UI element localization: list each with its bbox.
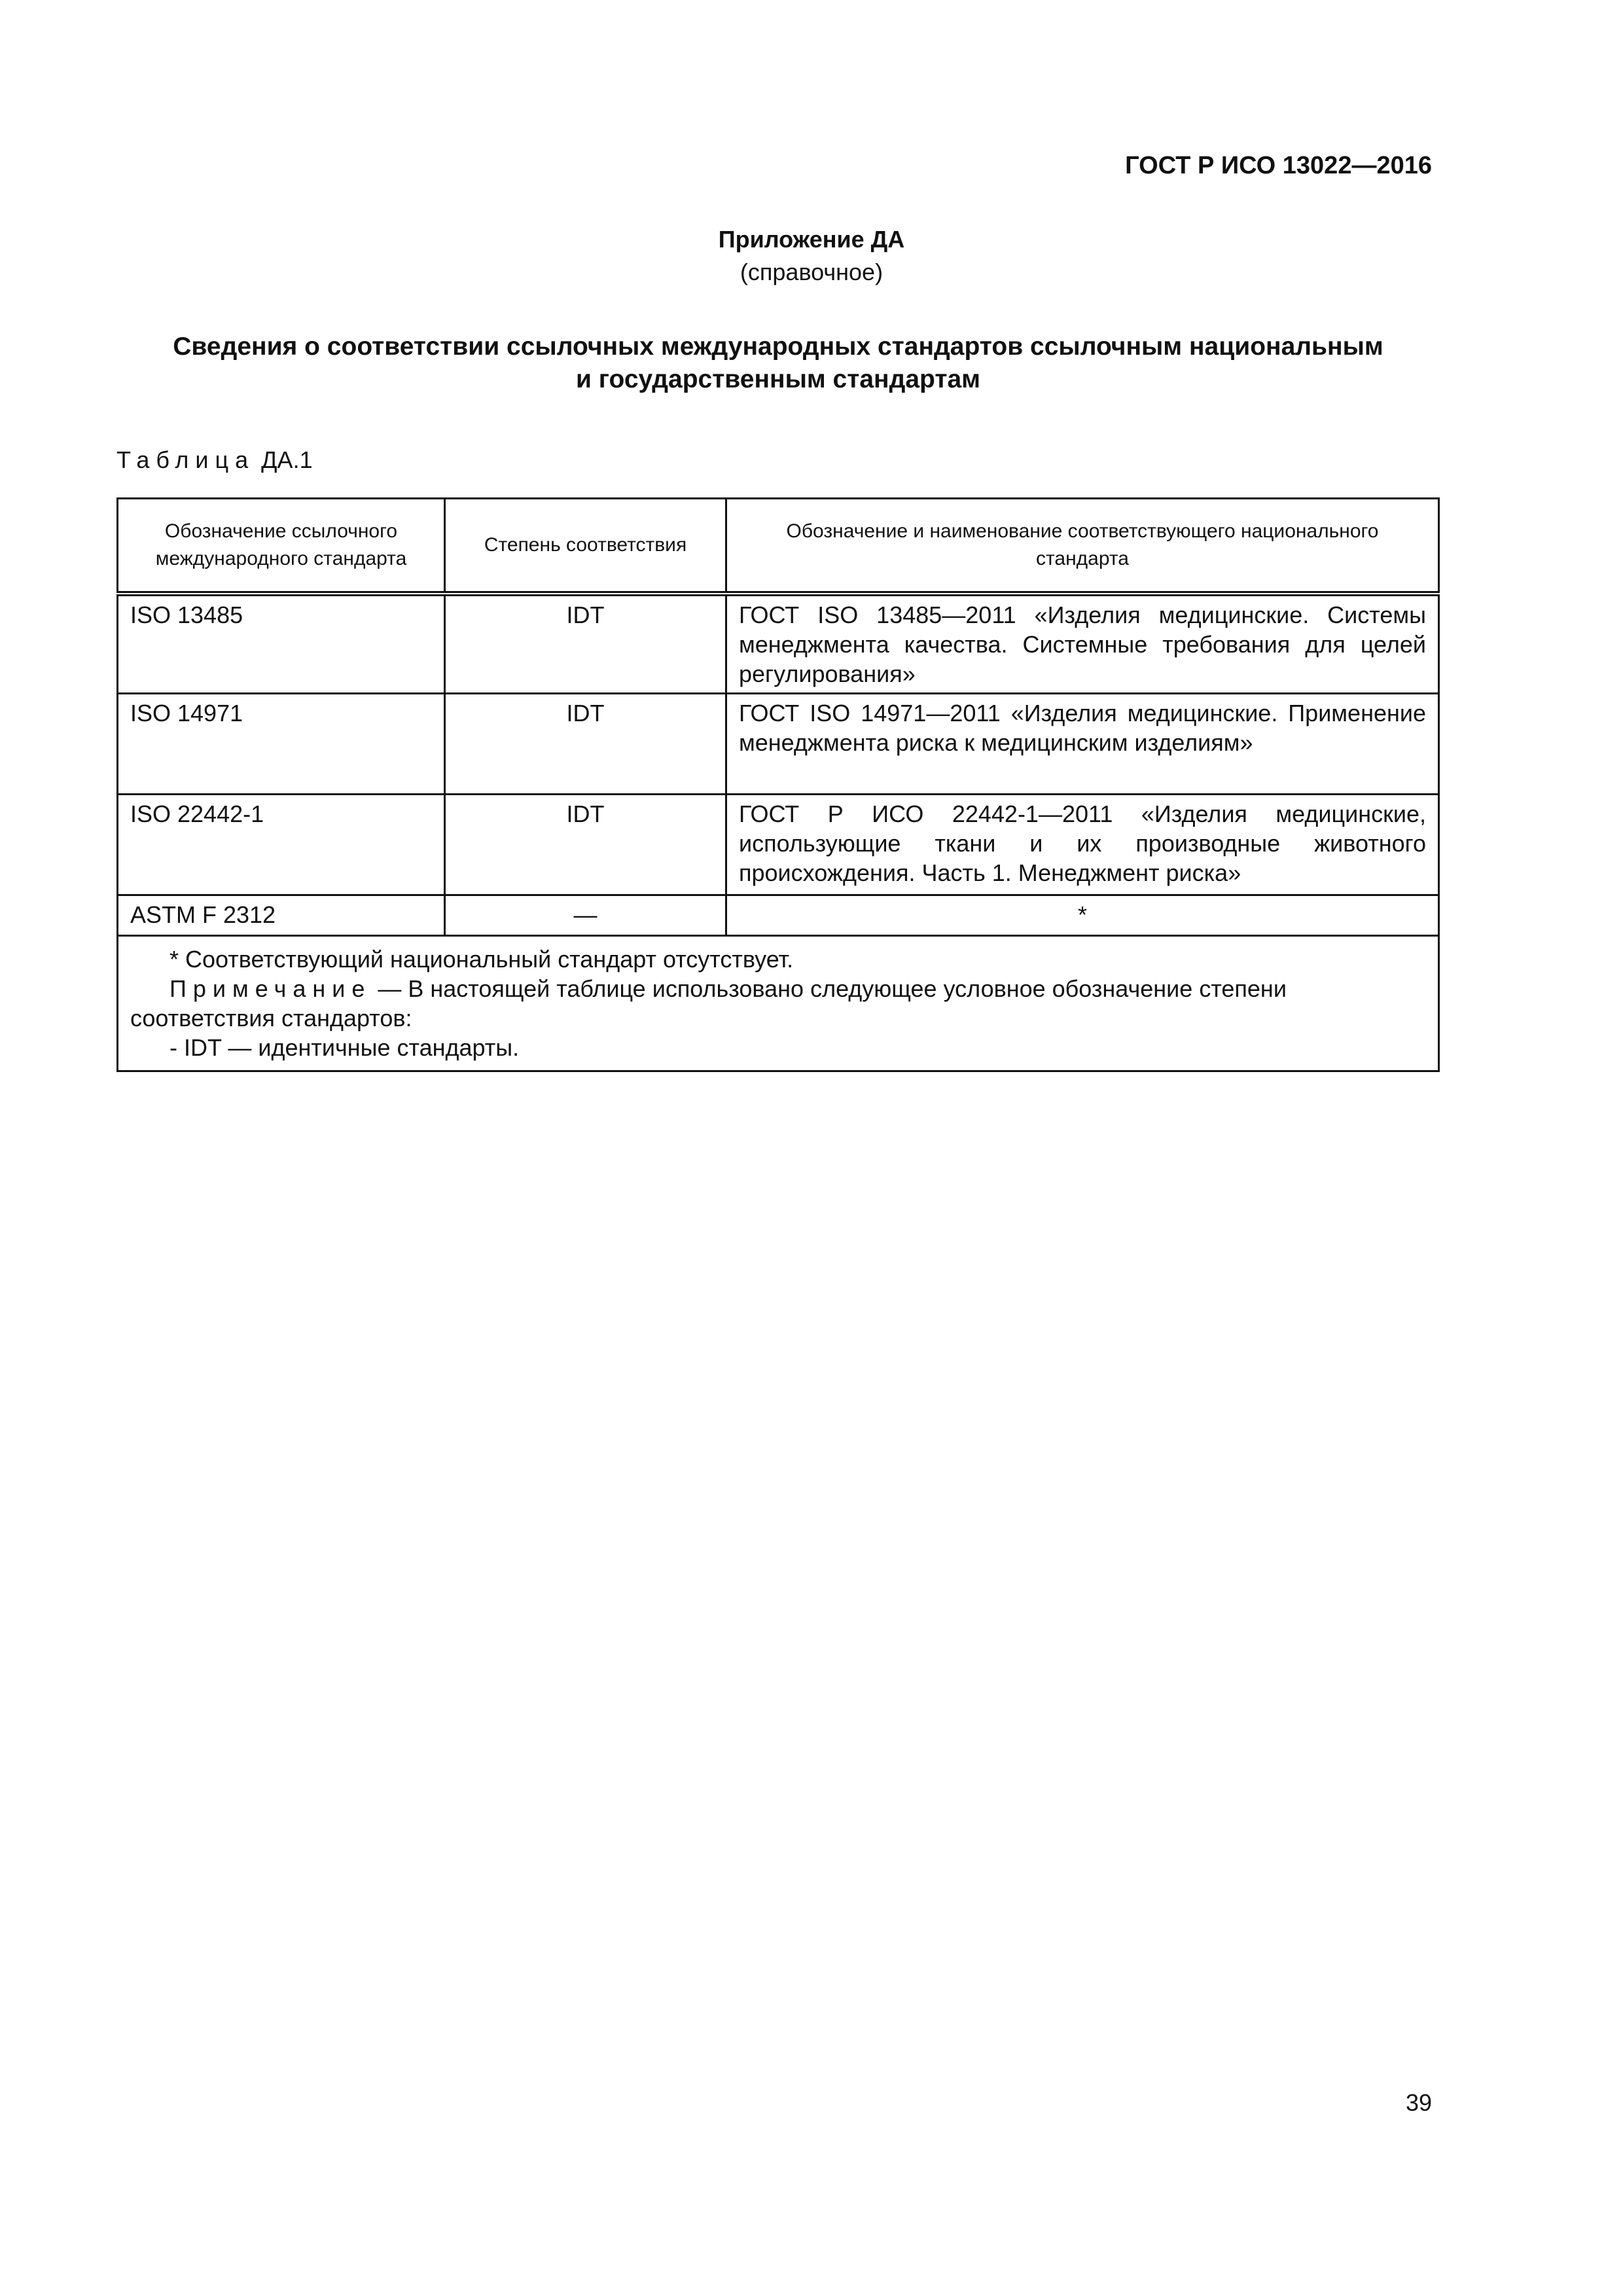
cell-intl: ISO 13485 [118, 594, 445, 694]
table-caption-prefix: Таблица [116, 446, 255, 473]
table-footer-row [118, 936, 1439, 1071]
cell-degree: — [445, 895, 726, 936]
section-heading [116, 331, 1440, 396]
table-caption [116, 446, 313, 474]
note-item: - IDT — идентичные стандарты. [169, 1034, 520, 1061]
page-number: 39 [1405, 2089, 1432, 2116]
appendix-subtitle: (справочное) [740, 259, 883, 285]
column-header-degree: Степень соответствия [445, 499, 726, 594]
cell-intl: ISO 22442-1 [118, 795, 445, 895]
document-code: ГОСТ Р ИСО 13022—2016 [1125, 152, 1432, 179]
cell-degree: IDT [445, 694, 726, 795]
cell-degree: IDT [445, 594, 726, 694]
note-text: — В настоящей таблице использовано следующее условное обозначение степени соответствия стандартов: [130, 975, 1287, 1031]
cell-degree: IDT [445, 795, 726, 895]
column-header-intl: Обозначение ссылочного международного стандарта [118, 499, 445, 594]
cell-national: ГОСТ Р ИСО 22442-1—2011 «Изделия медицинские, использующие ткани и их производные животного происхождения. Часть 1. Менеджмент риска» [726, 795, 1439, 895]
table-row [118, 895, 1439, 936]
cell-national: ГОСТ ISO 14971—2011 «Изделия медицинские. Применение менеджмента риска к медицинским изделиям» [726, 694, 1439, 795]
cell-national: * [726, 895, 1439, 936]
column-header-national: Обозначение и наименование соответствующего национального стандарта [726, 499, 1439, 594]
table-caption-id: ДА.1 [261, 446, 313, 473]
table-header-row [118, 499, 1439, 594]
appendix-title: Приложение ДА [718, 226, 905, 253]
footnote: * Соответствующий национальный стандарт отсутствует. [169, 946, 794, 973]
table-notes [118, 936, 1439, 1071]
note-label: Примечание [169, 975, 372, 1002]
heading-line-1: Сведения о соответствии ссылочных международных стандартов ссылочным национальным [173, 332, 1383, 361]
note [130, 974, 1426, 1033]
table-row [118, 694, 1439, 795]
table-row [118, 594, 1439, 694]
standards-table [116, 497, 1440, 1072]
cell-national: ГОСТ ISO 13485—2011 «Изделия медицинские. Системы менеджмента качества. Системные требования для целей регулирования» [726, 594, 1439, 694]
cell-intl: ASTM F 2312 [118, 895, 445, 936]
table-row [118, 795, 1439, 895]
cell-intl: ISO 14971 [118, 694, 445, 795]
heading-line-2: и государственным стандартам [575, 365, 980, 393]
